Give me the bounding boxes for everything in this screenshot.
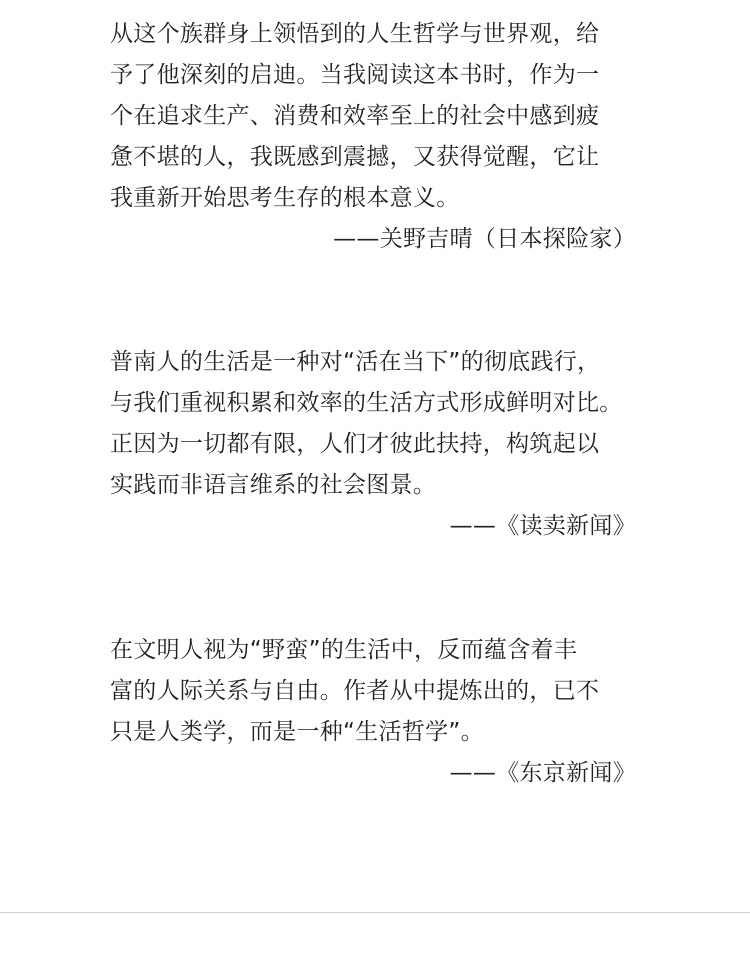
quote-line: 个在追求生产、消费和效率至上的社会中感到疲 [110,103,600,129]
quote-block-1 [110,14,636,260]
quote-line: 只是人类学，而是一种“生活哲学”。 [110,719,484,745]
quote-block-2 [110,342,636,547]
quote-line: 普南人的生活是一种对“活在当下”的彻底践行， [110,349,601,375]
quote-line: 惫不堪的人，我既感到震撼，又获得觉醒，它让 [110,144,600,170]
quote-line: 正因为一切都有限，人们才彼此扶持，构筑起以 [110,431,600,457]
quote-line: 在文明人视为“野蛮”的生活中，反而蕴含着丰 [110,637,578,663]
quote-line: 实践而非语言维系的社会图景。 [110,472,437,498]
quote-line: 从这个族群身上领悟到的人生哲学与世界观，给 [110,21,600,47]
quote-line: 与我们重视积累和效率的生活方式形成鲜明对比。 [110,390,623,416]
quote-line: 予了他深刻的启迪。当我阅读这本书时，作为一 [110,62,600,88]
quote-line: 我重新开始思考生存的根本意义。 [110,185,460,211]
quote-attribution: ——《东京新闻》 [449,760,636,786]
quote-attribution: ——关野吉晴（日本探险家） [333,226,636,252]
quote-attribution: ——《读卖新闻》 [449,513,636,539]
bottom-divider [0,912,750,913]
quote-line: 富的人际关系与自由。作者从中提炼出的，已不 [110,678,600,704]
quote-block-3 [110,630,636,794]
